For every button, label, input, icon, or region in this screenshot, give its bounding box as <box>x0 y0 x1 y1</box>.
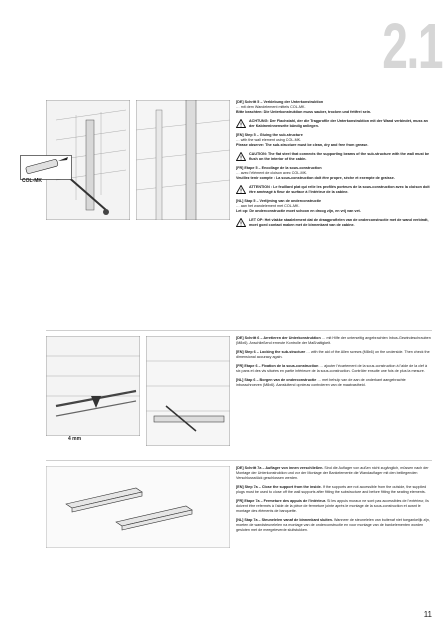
step5-de-line2: Bitte beachten: Die Unterkonstruktion muss sauber, trocken und fettfrei sein. <box>236 110 372 114</box>
step6-fr-title: [FR] Etape 6 – Fixation de la sous-construction <box>236 364 319 368</box>
step5-fr-line1: … avec l’élément de cloison avec COL-MK. <box>236 171 308 175</box>
warning-icon <box>236 152 246 161</box>
step6-en-body: … with the aid of the Allen screws (M8x6) on the underside. Then check the dimensional accuracy again. <box>236 350 430 359</box>
step6-figure-left <box>46 336 140 436</box>
section-divider <box>46 330 432 331</box>
svg-text:!: ! <box>240 122 242 128</box>
step5-en-line2: Please observe: The sub-structure must be clean, dry and free from grease. <box>236 143 369 147</box>
step5-text <box>236 100 432 232</box>
step5-nl-warning: LET OP: Het vlakke staalelement dat de draagprofielen van de onderconstructie met de wand verbindt, moet goed contact maken met de binnenkant van de cabine. <box>249 218 429 227</box>
warning-icon <box>236 119 246 128</box>
svg-text:!: ! <box>240 155 242 161</box>
step5-de-title: [DE] Schritt 5 – Verklebung der Unterkonstruktion <box>236 100 324 104</box>
warning-icon <box>236 185 246 194</box>
step5-en-title: [EN] Step 5 – Gluing the sub-structure <box>236 133 303 137</box>
step5-nl-title: [NL] Stap 5 – Verlijming van de onderconstructie <box>236 199 322 203</box>
step5-nl-line1: … aan het wandelement met COL-MK. <box>236 204 300 208</box>
step7a-de-body: Sind die Auflager von außen nicht zugänglich, müssen nach der Montage der Unterkonstruktion und vor der Montage der Bankelemente die Wandauflager mit den beiliegenden Verschlussstück geschlossen werden. <box>236 466 429 480</box>
page-number: 11 <box>423 610 432 619</box>
dimension-label: 4 mm <box>68 436 82 442</box>
step6-figure-right <box>146 336 230 446</box>
step5-de-line1: … mit dem Wandelement mittels COL-MK. <box>236 105 306 109</box>
step7a-fr-body: Si les appuis muraux ne sont pas accessibles de l’extérieur, ils doivent être refermés à l’aide de la pièce de fermeture jointe après le montage de la sous-construction et avant le montage des éléments de banquette. <box>236 499 429 513</box>
step7a-text <box>236 466 432 537</box>
step5-fr-title: [FR] Etape 5 – Encollage de la sous-construction <box>236 166 322 170</box>
warning-icon <box>236 218 246 227</box>
col-mk-label: COL-MK <box>22 178 42 184</box>
step5-figure-right <box>136 100 230 220</box>
step5-fr-warning: ATTENTION : Le feuillard plat qui relie les profilés porteurs de la sous-construction avec la cloison doit être aménagé à fleur de surface à l’intérieur de la cabine. <box>249 185 430 194</box>
step6-de-body: … mit Hilfe der unterseitig angebrachten Inbus-Gewindeschrauben (M8x6). Anschließend erneute Kontrolle der Maßhaltigkeit. <box>236 336 431 345</box>
step5-nl-line2: Let op: De onderconstructie moet schoon en droog zijn, en vrij van vet. <box>236 209 361 213</box>
step5-en-line1: … with the wall element using COL-MK. <box>236 138 302 142</box>
step6-nl-title: [NL] Stap 6 – Borgen van de onderconstructie <box>236 378 317 382</box>
step7a-fr-title: [FR] Etape 7a – Fermeture des appuis de l’intérieur. <box>236 499 326 503</box>
step7a-de-title: [DE] Schritt 7a – Auflager von innen verschließen. <box>236 466 324 470</box>
svg-text:!: ! <box>240 221 242 227</box>
step6-de-title: [DE] Schritt 6 – Arretieren der Unterkonstruktion <box>236 336 321 340</box>
step7a-en-body: If the supports are not accessible from the outside, the supplied plugs must be used to close off the wall supports after fitting the substructure and before fitting the seating elements. <box>236 485 427 494</box>
step6-text <box>236 336 432 392</box>
step6-nl-body: … met behulp van de aan de onderkant aangebrachte inbusschroeven (M8x6). Aansluitend opnieuw controleren van de maatvastheid. <box>236 378 406 387</box>
section-divider <box>46 460 432 461</box>
step5-en-warning: CAUTION: The flat steel that connects the supporting beams of the sub-structure with the wall must be flush on the interior of the cabin. <box>249 152 430 161</box>
step6-en-title: [EN] Step 6 – Locking the sub-structure <box>236 350 306 354</box>
step7a-en-title: [EN] Step 7a – Close the support from the inside. <box>236 485 322 489</box>
chapter-number: 2.1 <box>382 10 442 82</box>
step7a-nl-body: Wanneer de steunelelen van buitenaf niet toegankelijk zijn, moeten de wandsteunelelen na montage van de onderconstructie en voor montage van de bankelementen worden gesloten met de meegeleverde sluitstukken. <box>236 518 430 532</box>
step6-fr-body: … ajouter l’écartement de la sous-construction à l’aide de la clef à six pans et des vis situées en partie inférieure de la sous-construction. Contrôler ensuite une fois de plus la mesure. <box>236 364 428 373</box>
step7a-figure <box>46 466 230 548</box>
step5-fr-line2: Veuillez tenir compte : La sous-construction doit être propre, sèche et exempte de graisse. <box>236 176 395 180</box>
step7a-nl-title: [NL] Stap 7a – Steunelelen vanaf de binnenkant sluiten. <box>236 518 333 522</box>
step5-de-warning: ACHTUNG: Der Flachstahl, der die Tragprofile der Unterkonstruktion mit der Wand verbindet, muss an der Kabineninnenseite bündig anliegen. <box>249 119 428 128</box>
svg-text:!: ! <box>240 188 242 194</box>
